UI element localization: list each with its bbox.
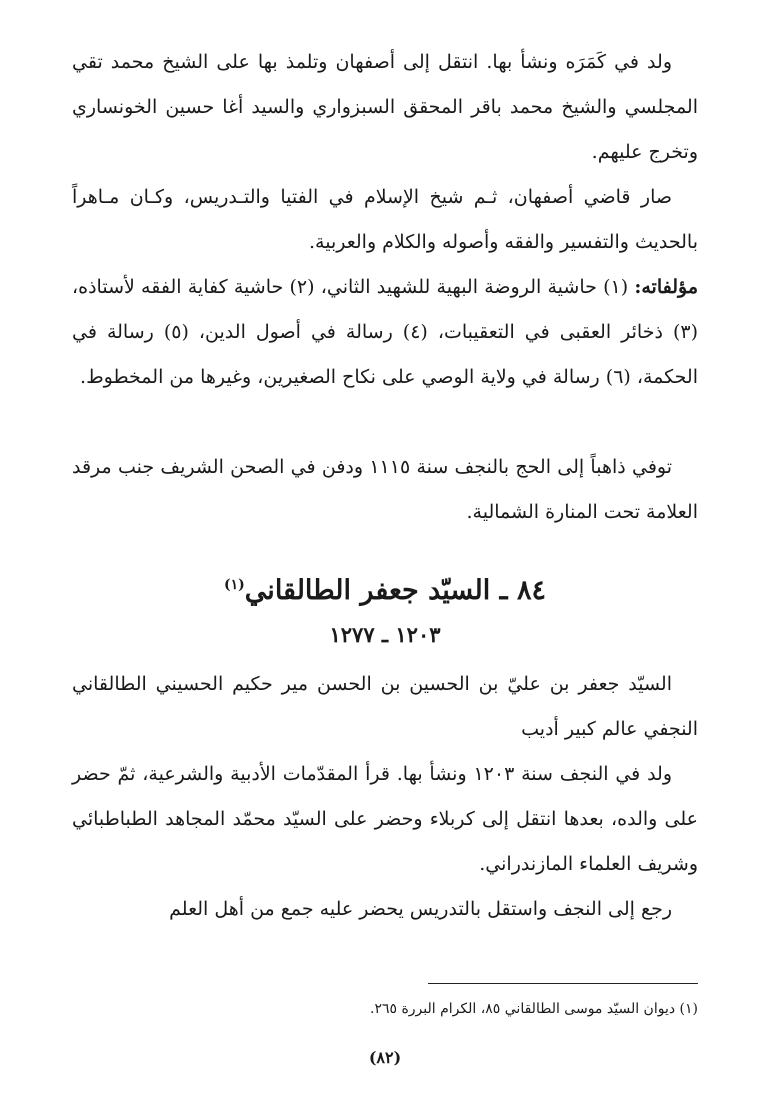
paragraph-works xyxy=(72,265,698,400)
footnote-separator xyxy=(428,983,698,984)
heading-footnote-mark: (١) xyxy=(224,577,245,593)
paragraph-death: توفي ذاهباً إلى الحج بالنجف سنة ١١١٥ ودفن في الصحن الشريف جنب مرقد العلامة تحت المنارة الشمالية. xyxy=(72,456,698,523)
paragraph-birth-studies: ولد في كَمَرَه ونشأ بها. انتقل إلى أصفهان وتلمذ بها على الشيخ محمد تقي المجلسي والشيخ محمد باقر المحقق السبزواري والسيد أغا حسين الخونساري وتخرج عليهم. xyxy=(72,51,698,163)
entry-title: ٨٤ ـ السيّد جعفر الطالقاني xyxy=(244,575,546,606)
entry-heading xyxy=(0,560,770,616)
works-label: مؤلفاته: xyxy=(634,276,699,298)
page-number: (٨٢) xyxy=(368,1048,402,1067)
footnote: (١) ديوان السيّد موسى الطالقاني ٨٥، الكرام البررة ٢٦٥. xyxy=(370,1001,698,1017)
entry-years: ١٢٠٣ ـ ١٢٧٧ xyxy=(329,622,441,647)
paragraph-career: صار قاضي أصفهان، ثـم شيخ الإسلام في الفتيا والتـدريس، وكـان مـاهراً بالحديث والتفسير والفقه وأصوله والكلام والعربية. xyxy=(72,186,698,253)
paragraph-education: ولد في النجف سنة ١٢٠٣ ونشأ بها. قرأ المقدّمات الأدبية والشرعية، ثمّ حضر على والده، بعدها انتقل إلى كربلاء وحضر على السيّد محمّد المجاهد الطباطبائي وشريف العلماء المازندراني. xyxy=(72,763,698,875)
works-text: (١) حاشية الروضة البهية للشهيد الثاني، (٢) حاشية كفاية الفقه لأستاذه، (٣) ذخائر العقبى في التعقيبات، (٤) رسالة في أصول الدين، (٥) رسالة في الحكمة، (٦) رسالة في ولاية الوصي على نكاح الصغيرين، وغيرها من المخطوط. xyxy=(72,276,698,388)
paragraph-lineage: السيّد جعفر بن عليّ بن الحسين بن الحسن مير حكيم الحسيني الطالقاني النجفي عالم كبير أديب xyxy=(72,673,698,740)
paragraph-teaching: رجع إلى النجف واستقل بالتدريس يحضر عليه جمع من أهل العلم xyxy=(169,898,672,920)
